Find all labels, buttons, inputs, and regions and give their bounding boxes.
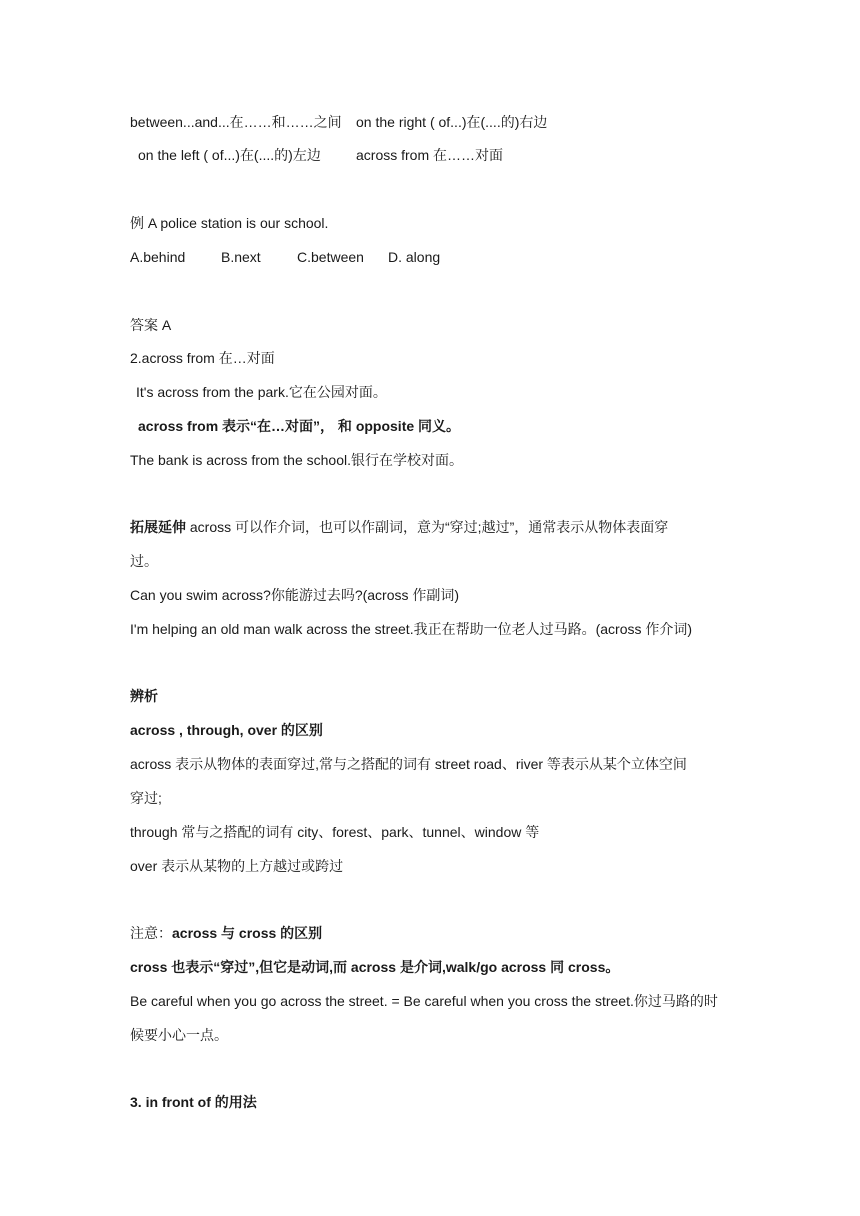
option-a: A.behind <box>130 249 186 265</box>
cross-note: cross 也表示“穿过”,但它是动词,而 across 是介词,walk/go across 同 cross。 <box>130 959 620 975</box>
note-label: 注意： <box>130 925 172 941</box>
across-explanation-2: 穿过; <box>130 790 162 806</box>
analysis-heading: 辨析 <box>130 688 158 704</box>
phrase-across-from: across from 在……对面 <box>356 147 504 163</box>
phrase-between-and: between...and...在……和……之间 <box>130 114 342 130</box>
option-d: D. along <box>388 249 441 265</box>
section-heading-2: 2.across from 在…对面 <box>130 350 275 366</box>
over-explanation: over 表示从某物的上方越过或跨过 <box>130 858 344 874</box>
careful-sentence-2: 候要小心一点。 <box>130 1027 228 1043</box>
difference-heading: across , through, over 的区别 <box>130 722 323 738</box>
example-options <box>130 247 440 267</box>
through-explanation: through 常与之搭配的词有 city、forest、park、tunnel、window 等 <box>130 824 540 840</box>
careful-sentence-1: Be careful when you go across the street. = Be careful when you cross the street.你过马路的时 <box>130 993 718 1009</box>
phrase-on-the-left: on the left ( of...)在(....的)左边 <box>138 147 321 163</box>
across-from-note: across from 表示“在…对面”， 和 opposite 同义。 <box>138 418 461 434</box>
phrase-row-2 <box>138 145 503 165</box>
phrase-on-the-right: on the right ( of...)在(....的)右边 <box>356 114 548 130</box>
example-question: 例 A police station is our school. <box>130 215 329 231</box>
example-sentence-park: It's across from the park.它在公园对面。 <box>136 384 387 400</box>
example-swim-across: Can you swim across?你能游过去吗?(across 作副词) <box>130 587 460 603</box>
phrase-row-1 <box>130 112 547 132</box>
across-explanation-1: across 表示从物体的表面穿过,常与之搭配的词有 street road、river 等表示从某个立体空间 <box>130 756 687 772</box>
note-heading <box>130 923 322 943</box>
section-heading-3: 3. in front of 的用法 <box>130 1094 257 1110</box>
answer-line: 答案 A <box>130 317 172 333</box>
extension-label: 拓展延伸 <box>130 519 186 535</box>
option-b: B.next <box>221 249 261 265</box>
extension-text: across 可以作介词，也可以作副词，意为“穿过;越过”，通常表示从物体表面穿 <box>186 519 669 535</box>
example-sentence-bank: The bank is across from the school.银行在学校对面。 <box>130 452 463 468</box>
note-title: across 与 cross 的区别 <box>172 925 323 941</box>
extension-line-1 <box>130 517 668 537</box>
example-walk-across: I'm helping an old man walk across the street.我正在帮助一位老人过马路。(across 作介词) <box>130 621 693 637</box>
extension-line-2: 过。 <box>130 553 158 569</box>
option-c: C.between <box>297 249 364 265</box>
